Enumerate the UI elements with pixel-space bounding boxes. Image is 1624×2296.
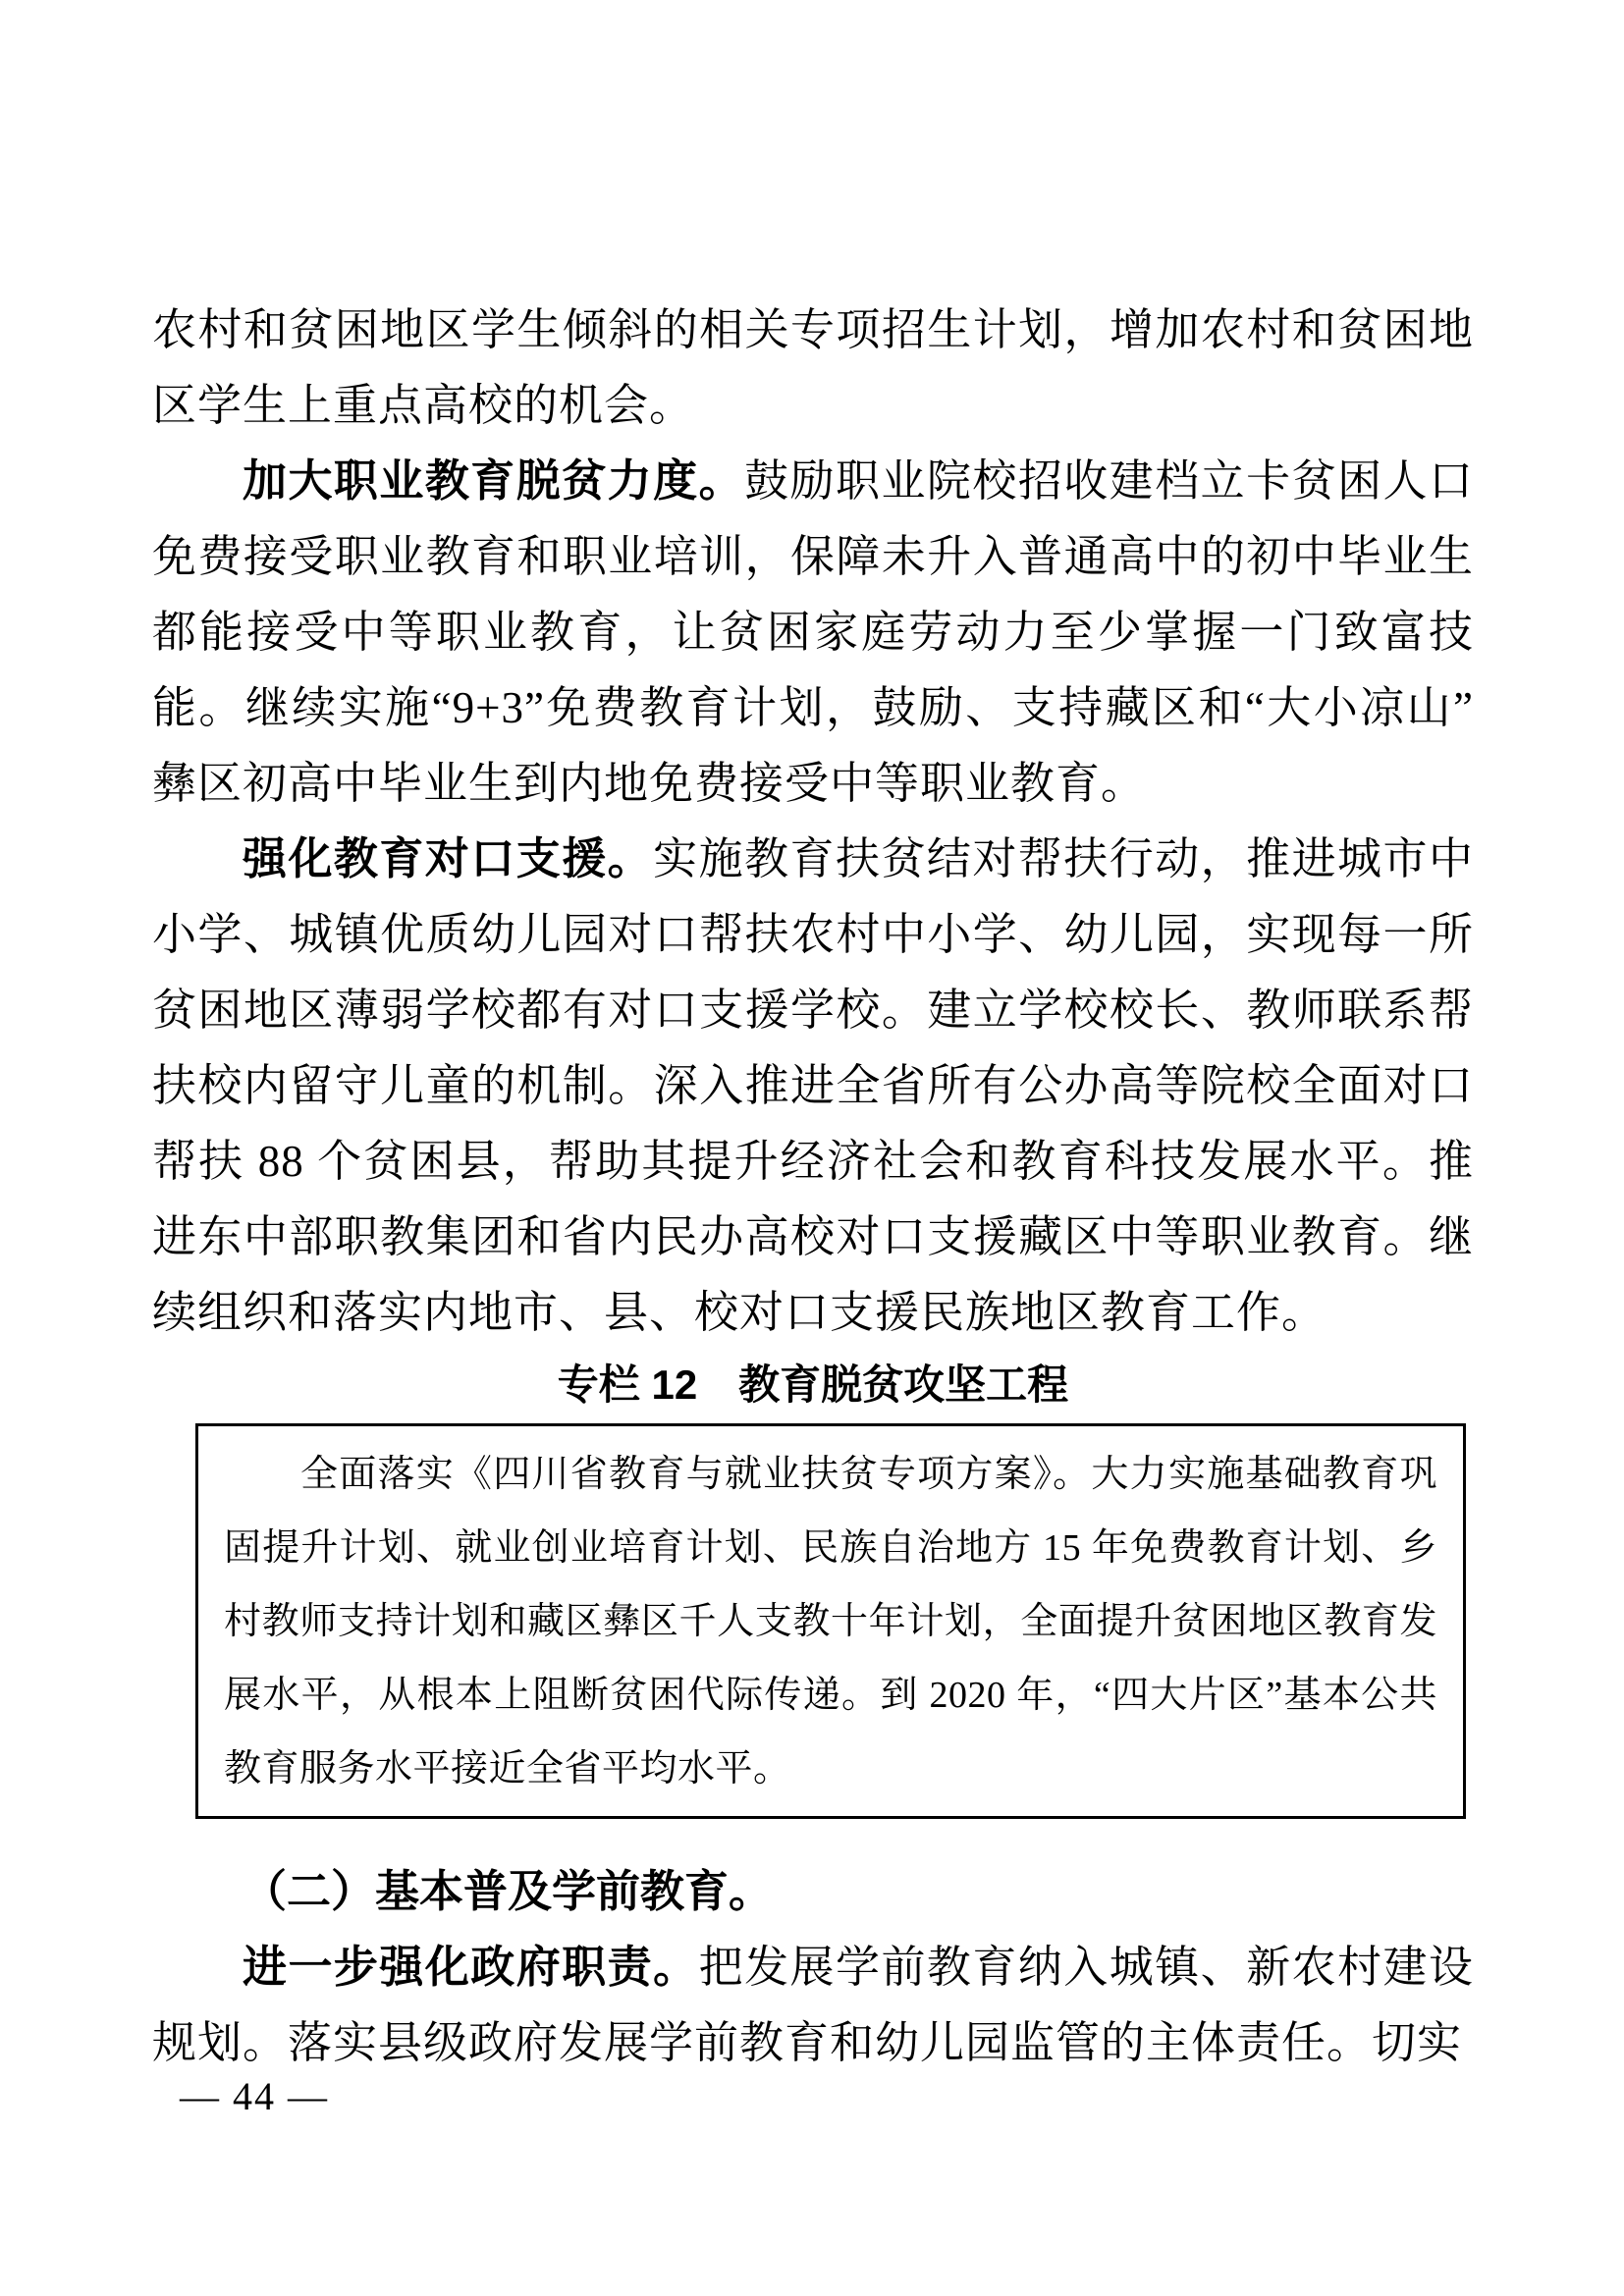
paragraph-vocational-education-text: 鼓励职业院校招收建档立卡贫困人口免费接受职业教育和职业培训，保障未升入普通高中的初中毕业生都能接受中等职业教育，让贫困家庭劳动力至少掌握一门致富技能。继续实施“9+3”免费教育计划，鼓励、支持藏区和“大小凉山”彝区初高中毕业生到内地免费接受中等职业教育。 [152,456,1474,808]
paragraph-vocational-education [152,444,1474,822]
callout-box-body: 全面落实《四川省教育与就业扶贫专项方案》。大力实施基础教育巩固提升计划、就业创业培育计划、民族自治地方 15 年免费教育计划、乡村教师支持计划和藏区彝区千人支教十年计划，全面提升贫困地区教育发展水平，从根本上阻断贫困代际传递。到 2020 年，“四大片区”基本公共教育服务水平接近全省平均水平。 [224,1454,1437,1789]
paragraph-vocational-education-lead: 加大职业教育脱贫力度。 [243,456,745,506]
paragraph-continuation-text: 农村和贫困地区学生倾斜的相关专项招生计划，增加农村和贫困地区学生上重点高校的机会。 [152,305,1474,430]
paragraph-continuation [152,293,1474,444]
callout-box-title: 专栏 12 教育脱贫攻坚工程 [557,1362,1069,1408]
paragraph-government-duty-text: 把发展学前教育纳入城镇、新农村建设规划。落实县级政府发展学前教育和幼儿园监管的主体责任。切实 [152,1943,1474,2067]
paragraph-government-duty [152,1930,1474,2081]
paragraph-government-duty-lead: 进一步强化政府职责。 [243,1943,699,1992]
paragraph-education-support [152,822,1474,1351]
page-number: — 44 — [180,2074,329,2118]
paragraph-education-support-text: 实施教育扶贫结对帮扶行动，推进城市中小学、城镇优质幼儿园对口帮扶农村中小学、幼儿园，实现每一所贫困地区薄弱学校都有对口支援学校。建立学校校长、教师联系帮扶校内留守儿童的机制。深入推进全省所有公办高等院校全面对口帮扶 88 个贫困县，帮助其提升经济社会和教育科技发展水平。推进东中部职教集团和省内民办高校对口支援藏区中等职业教育。继续组织和落实内地市、县、校对口支援民族地区教育工作。 [152,834,1474,1337]
section-heading: （二）基本普及学前教育。 [243,1867,774,1916]
paragraph-education-support-lead: 强化教育对口支援。 [243,834,654,883]
page-content [152,293,1474,2081]
callout-box [195,1423,1466,1819]
